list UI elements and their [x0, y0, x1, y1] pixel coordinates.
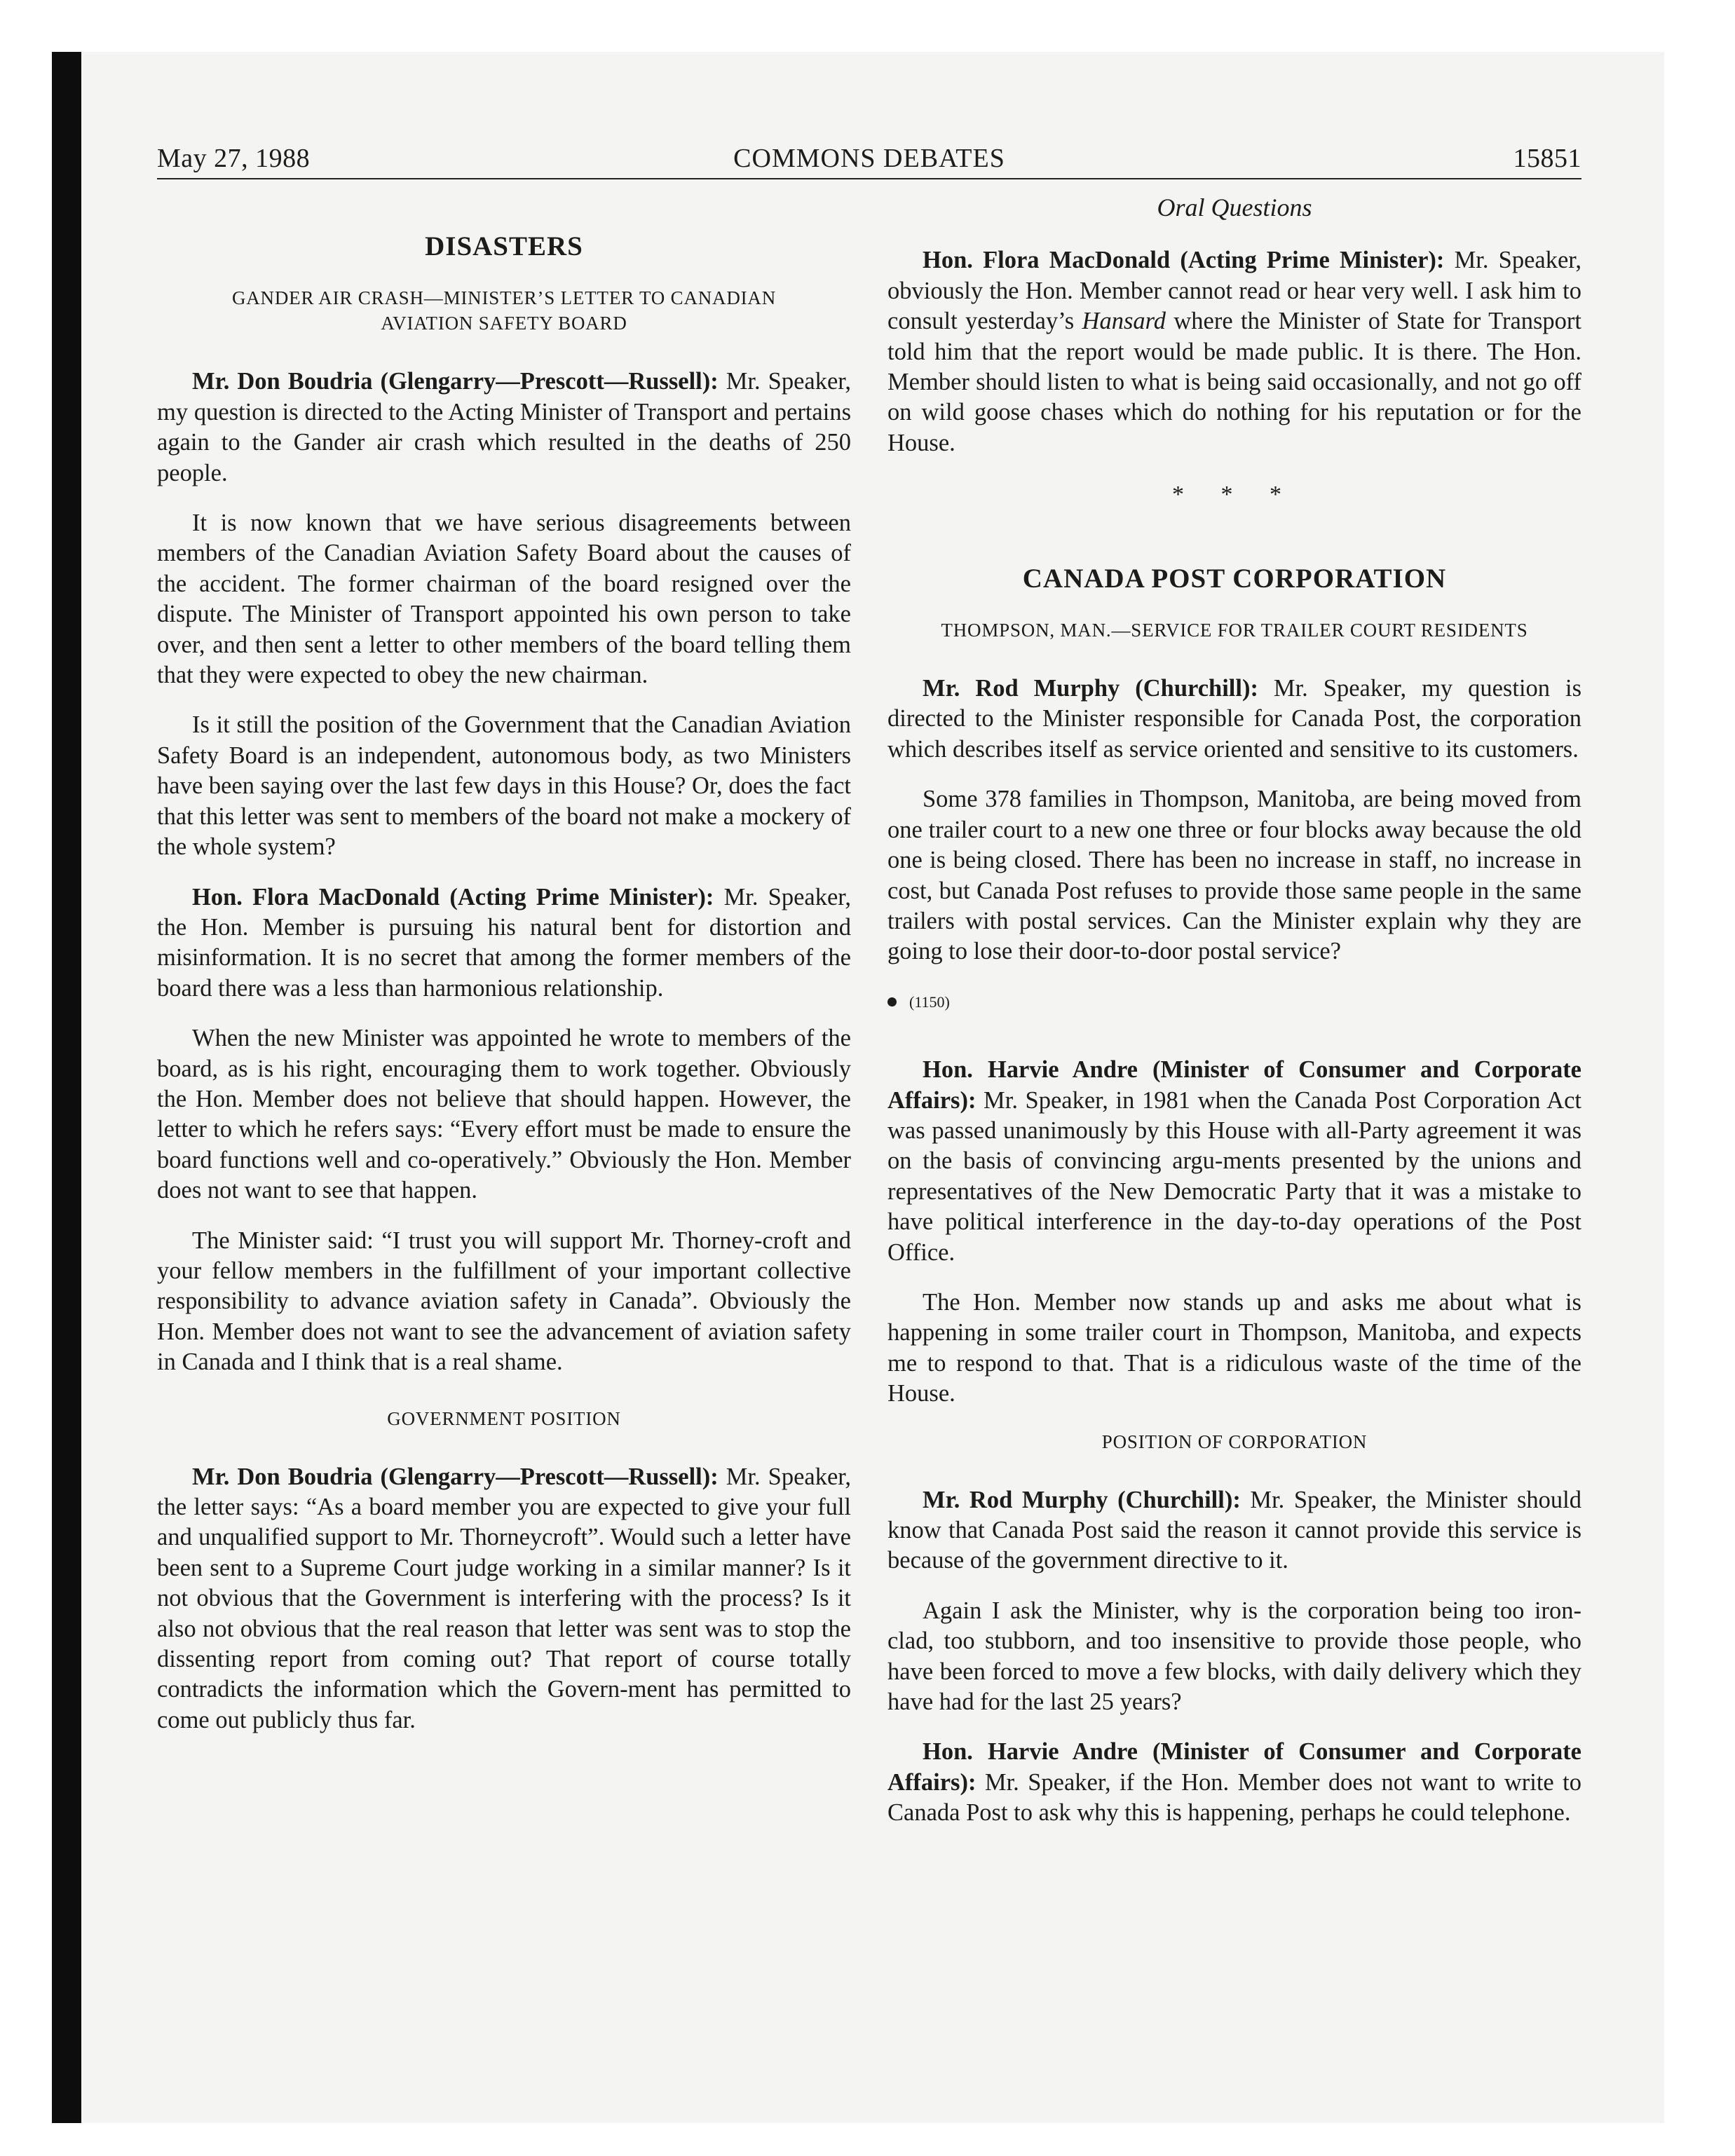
paragraph-text: Mr. Speaker, the letter says: “As a board member you are expected to give your full and unqualified support to Mr. Thorneycroft”. Would such a letter have been sent to a Supreme Court judge working in a similar manner? Is it not obvious that the Government is interfering with the process? Is it also not obvious that the real reason that letter was sent was to stop the dissenting report from coming out? That report of course totally contradicts the information which the Govern-ment has permitted to come out publicly thus far. [157, 1463, 851, 1733]
subhead-position-of-corporation: POSITION OF CORPORATION [1101, 1431, 1368, 1452]
paragraph-text: Mr. Speaker, the Minister should know that Canada Post said the reason it cannot provide this service is because of the government directive to it. [887, 1486, 1582, 1574]
header-date: May 27, 1988 [157, 144, 311, 173]
paragraph: When the new Minister was appointed he wrote to members of the board, as is his right, encouraging them to work together. Obviously the Hon. Member does not believe that should happen. However, the letter to which he refers says: “Every effort must be made to ensure the board functions well and co-operatively.” Obviously the Hon. Member does not want to see that happen. [157, 1025, 851, 1204]
paragraph-text: where the Minister of State for Transport told him that the report would be made public. It is there. The Hon. Member should listen to what is being said occasionally, and not go off on wild goose chases which do nothing for his reputation or for the House. [887, 308, 1582, 456]
paragraph [887, 1737, 1581, 1828]
paragraph-text: Mr. Speaker, if the Hon. Member does not want to write to Canada Post to ask why this is happening, perhaps he could telephone. [887, 1768, 1581, 1827]
paragraph [157, 1462, 851, 1736]
right-column [887, 193, 1581, 1848]
subhead-thompson: THOMPSON, MAN.—SERVICE FOR TRAILER COURT RESIDENTS [941, 620, 1528, 641]
paragraph-italic: Hansard [1082, 308, 1166, 335]
paragraph [887, 1055, 1581, 1268]
header-page-number: 15851 [1513, 144, 1581, 173]
time-marker [887, 987, 1581, 1017]
paragraph-text: Mr. Speaker, obviously the Hon. Member cannot read or hear very well. I ask him to consult yesterday’s [887, 247, 1582, 335]
header-title: COMMONS DEBATES [733, 144, 1005, 173]
speaker-name: Mr. Don Boudria (Glengarry—Prescott—Russell): [192, 368, 719, 395]
column-head-oral-questions: Oral Questions [1157, 193, 1312, 221]
paragraph-text: Mr. Speaker, my question is directed to the Acting Minister of Transport and pertains again to the Gander air crash which resulted in the deaths of 250 people. [157, 368, 851, 486]
speaker-name: Mr. Rod Murphy (Churchill): [923, 1486, 1241, 1513]
subhead-government-position: GOVERNMENT POSITION [387, 1407, 621, 1429]
time-marker-text: (1150) [909, 992, 950, 1011]
speaker-name: Mr. Don Boudria (Glengarry—Prescott—Russell): [192, 1463, 719, 1490]
subhead-gander-air-crash: GANDER AIR CRASH—MINISTER’S LETTER TO CANADIAN AVIATION SAFETY BOARD [231, 287, 777, 334]
bullet-icon [887, 997, 897, 1007]
paragraph-text: Mr. Speaker, in 1981 when the Canada Post Corporation Act was passed unanimously by this House with all-Party agreement it was on the basis of convincing argu-ments presented by the unions and representatives of the New Democratic Party that it was a mistake to have political interference in the day-to-day operations of the Post Office. [887, 1086, 1581, 1266]
running-head [157, 140, 1581, 179]
section-title-disasters: DISASTERS [425, 231, 583, 261]
paragraph: The Minister said: “I trust you will support Mr. Thorney-croft and your fellow members in the fulfillment of your important collective responsibility to advance aviation safety in Canada”. Obviously the Hon. Member does not want to see the advancement of aviation safety in Canada and I think that is a real shame. [157, 1227, 851, 1376]
left-column [157, 231, 851, 1755]
paragraph [887, 245, 1581, 458]
speaker-name: Hon. Flora MacDonald (Acting Prime Minister): [192, 883, 714, 910]
paragraph: It is now known that we have serious disagreements between members of the Canadian Aviation Safety Board about the causes of the accident. The former chairman of the board resigned over the dispute. The Minister of Transport appointed his own person to take over, and then sent a letter to other members of the board telling them that they were expected to obey the new chairman. [157, 510, 851, 689]
speaker-name: Hon. Flora MacDonald (Acting Prime Minister): [923, 247, 1445, 274]
paragraph [157, 882, 851, 1004]
paragraph [887, 674, 1581, 765]
paragraph: The Hon. Member now stands up and asks me about what is happening in some trailer court in Thompson, Manitoba, and expects me to respond to that. That is a ridiculous waste of the time of the House. [887, 1288, 1581, 1407]
scan-binding-edge [52, 52, 81, 2123]
paragraph-text: Mr. Speaker, my question is directed to the Minister responsible for Canada Post, the corporation which describes itself as service oriented and sensitive to its customers. [887, 675, 1581, 763]
paragraph: Again I ask the Minister, why is the corporation being too iron-clad, too stubborn, and too insensitive to provide those people, who have been forced to move a few blocks, with daily delivery which they have had for the last 25 years? [887, 1597, 1581, 1716]
paragraph: Is it still the position of the Government that the Canadian Aviation Safety Board is an independent, autonomous body, as two Ministers have been saying over the last few days in this House? Or, does the fact that this letter was sent to members of the board not make a mockery of the whole system? [157, 711, 851, 861]
speaker-name: Hon. Harvie Andre (Minister of Consumer and Corporate Affairs): [887, 1738, 1581, 1796]
paragraph [157, 367, 851, 489]
speaker-name: Hon. Harvie Andre (Minister of Consumer and Corporate Affairs): [887, 1056, 1581, 1114]
speaker-name: Mr. Rod Murphy (Churchill): [923, 675, 1258, 702]
paragraph: Some 378 families in Thompson, Manitoba, are being moved from one trailer court to a new one three or four blocks away because the old one is being closed. There has been no increase in staff, no increase in cost, but Canada Post refuses to provide those same people in the same trailers with postal services. Can the Minister explain why they are going to lose their door-to-door postal service? [887, 786, 1581, 965]
separator-stars: * * * [1172, 482, 1297, 508]
paragraph-text: Mr. Speaker, the Hon. Member is pursuing his natural bent for distortion and misinformation. It is no secret that among the former members of the board there was a less than harmonious relationship. [157, 883, 852, 1002]
paragraph [887, 1485, 1581, 1576]
section-title-canada-post: CANADA POST CORPORATION [1022, 563, 1447, 594]
